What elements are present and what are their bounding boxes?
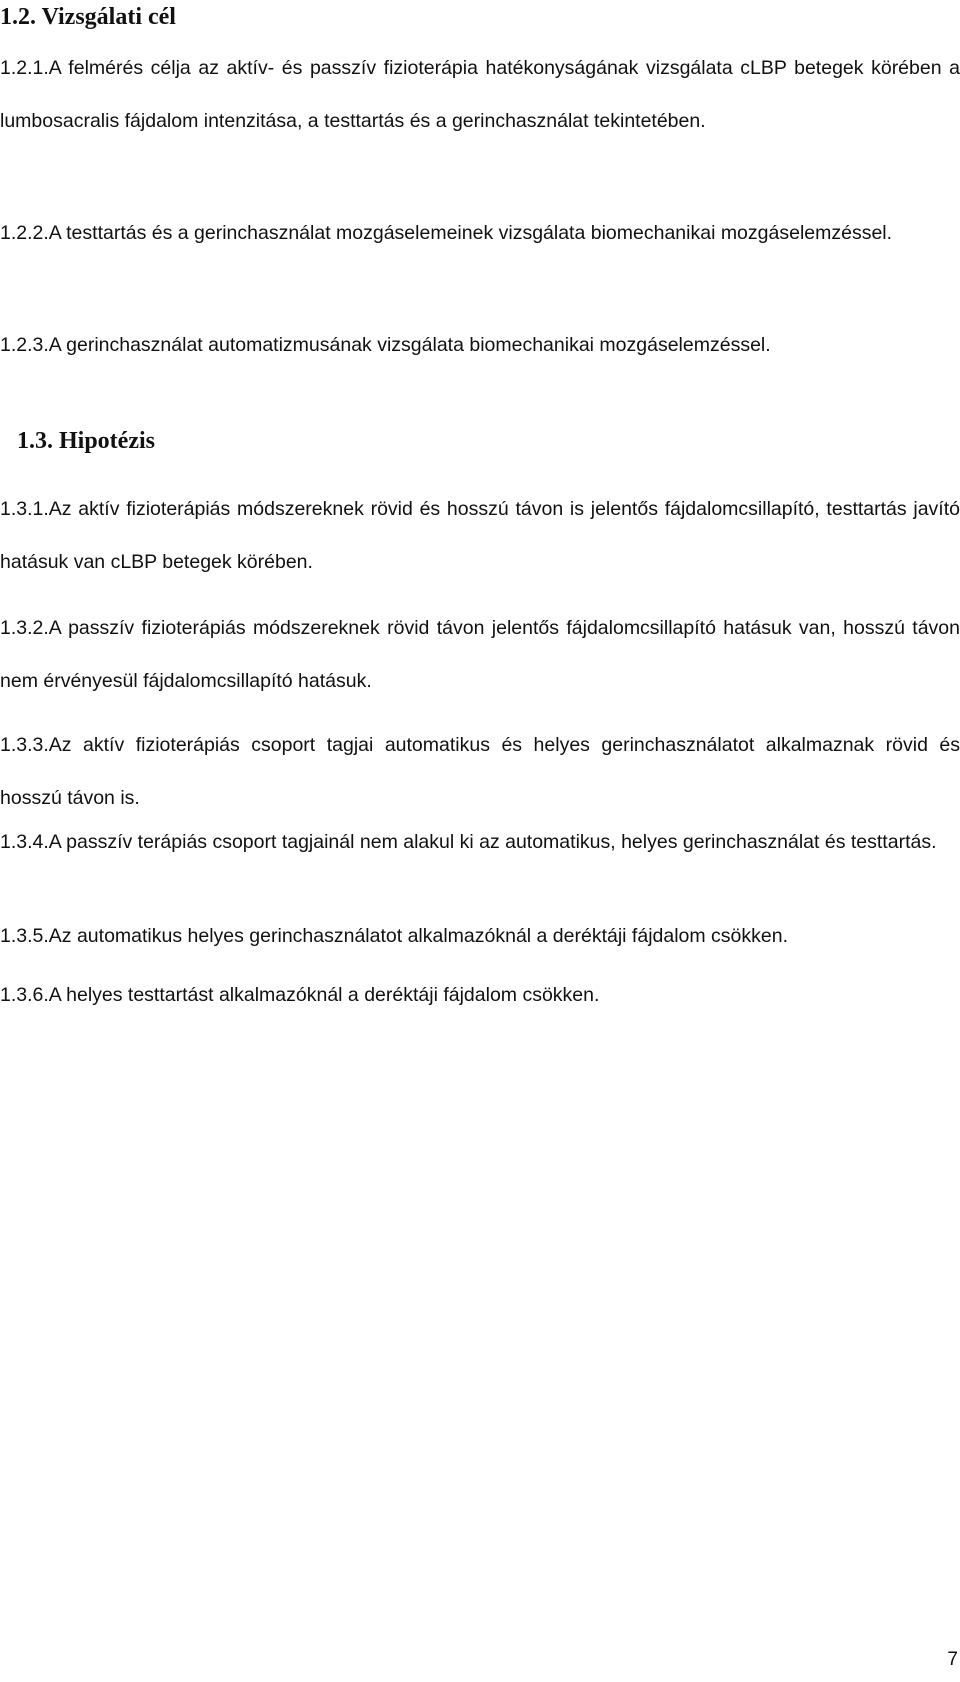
list-item-1-3-3: 1.3.3.Az aktív fizioterápiás csoport tagjai automatikus és helyes gerinchasználatot alkalmaznak rövid és hosszú távon is.	[0, 734, 960, 809]
list-item-1-3-6: 1.3.6.A helyes testtartást alkalmazóknál a deréktáji fájdalom csökken.	[0, 984, 600, 1006]
list-item-1-2-3: 1.2.3.A gerinchasználat automatizmusának vizsgálata biomechanikai mozgáselemzéssel.	[0, 334, 771, 356]
page-number: 7	[947, 1649, 958, 1670]
list-item-1-2-2: 1.2.2.A testtartás és a gerinchasználat mozgáselemeinek vizsgálata biomechanikai mozgáselemzéssel.	[0, 222, 893, 244]
list-item-1-3-4: 1.3.4.A passzív terápiás csoport tagjainál nem alakul ki az automatikus, helyes gerinchasználat és testtartás.	[0, 831, 937, 853]
list-item-1-2-1: 1.2.1.A felmérés célja az aktív- és passzív fizioterápia hatékonyságának vizsgálata cLBP betegek körében a lumbosacralis fájdalom intenzitása, a testtartás és a gerinchasználat tekintetében.	[0, 57, 960, 132]
list-item-1-3-1: 1.3.1.Az aktív fizioterápiás módszereknek rövid és hosszú távon is jelentős fájdalomcsillapító, testtartás javító hatásuk van cLBP betegek körében.	[0, 498, 960, 573]
list-item-1-3-5: 1.3.5.Az automatikus helyes gerinchasználatot alkalmazóknál a deréktáji fájdalom csökken.	[0, 925, 789, 947]
section-heading-vizsgalati-cel: 1.2. Vizsgálati cél	[0, 4, 176, 30]
list-item-1-3-2: 1.3.2.A passzív fizioterápiás módszereknek rövid távon jelentős fájdalomcsillapító hatásuk van, hosszú távon nem érvényesül fájdalomcsillapító hatásuk.	[0, 617, 960, 692]
section-heading-hipotezis: 1.3. Hipotézis	[17, 428, 155, 454]
